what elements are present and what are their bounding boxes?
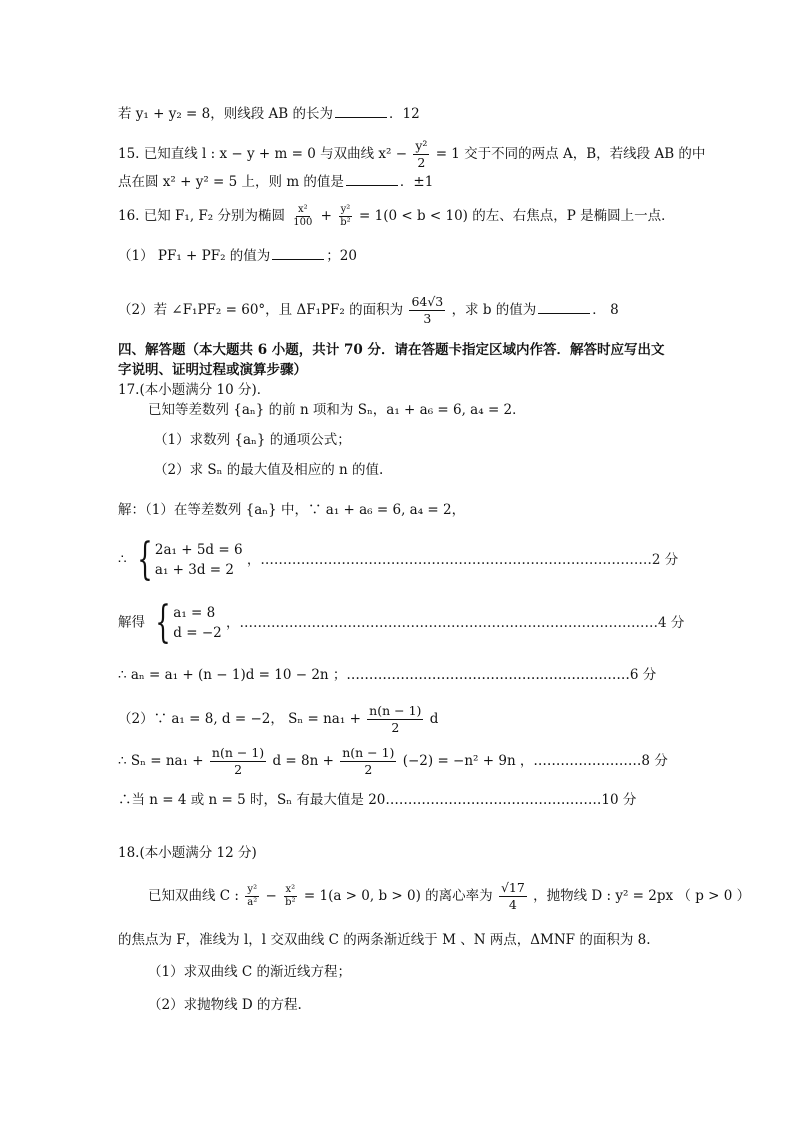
- frac-den: 2: [234, 762, 243, 777]
- system-row: d = −2: [173, 625, 222, 641]
- system-row: a₁ = 8: [173, 605, 216, 621]
- minus-sign: −: [265, 888, 277, 904]
- frac-num: y²: [340, 204, 351, 215]
- q16-stem: [118, 204, 675, 229]
- q16-p2-text-a: （2）若 ∠F₁PF₂ = 60°，且 ΔF₁PF₂ 的面积为: [118, 302, 404, 318]
- score-mark: ，……………………………………………………………………………2 分: [246, 551, 679, 568]
- frac-num: √17: [500, 880, 525, 895]
- q17-solution-intro: 解：（1）在等差数列 {aₙ} 中，∵ a₁ + a₆ = 6, a₄ = 2，: [118, 502, 466, 518]
- brace-icon: {: [137, 534, 153, 585]
- answer-blank: [346, 173, 398, 186]
- frac-den: 4: [508, 897, 517, 912]
- sn-fraction: [367, 703, 423, 736]
- frac-den: 2: [417, 155, 426, 170]
- q18-text-b: = 1(a > 0, b > 0) 的离心率为: [303, 888, 493, 904]
- solve-label: 解得: [118, 614, 145, 631]
- p2-text-b: d: [429, 711, 439, 727]
- frac-den: 3: [423, 311, 432, 326]
- q17-an-formula: ∴ aₙ = a₁ + (n − 1)d = 10 − 2n ；………………………………………………………6 分: [118, 667, 657, 683]
- frac-num: y²: [247, 884, 258, 895]
- equation-system: [131, 534, 243, 585]
- q17-stem: 已知等差数列 {aₙ} 的前 n 项和为 Sₙ，a₁ + a₆ = 6, a₄ = 2．: [148, 402, 526, 418]
- q18-text-a: 已知双曲线 C :: [148, 888, 239, 904]
- q18-eccentricity: [499, 880, 527, 913]
- q16-text-a: 16. 已知 F₁, F₂ 分别为椭圆: [118, 208, 285, 224]
- q17-system-2: [118, 597, 685, 648]
- q17-part2-setup: [118, 703, 438, 736]
- q14-text: 若 y₁ + y₂ = 8，则线段 AB 的长为: [118, 106, 333, 122]
- q16-p1-text: （1） PF₁ + PF₂ 的值为: [118, 248, 271, 264]
- score-mark: ，…………………………………………………………………………………4 分: [226, 614, 685, 631]
- q15-line1: [118, 138, 705, 171]
- frac-num: x²: [285, 884, 296, 895]
- sn-text-b: d = 8n +: [272, 753, 334, 769]
- system-row: a₁ + 3d = 2: [154, 562, 234, 578]
- q15-text-a: 15. 已知直线 l : x − y + m = 0 与双曲线 x² −: [118, 146, 408, 162]
- frac-den: 100: [293, 217, 313, 228]
- answer-blank: [538, 301, 590, 314]
- q18-stem: [148, 880, 750, 913]
- q18-title: 18.(本小题满分 12 分): [118, 845, 257, 861]
- q16-fraction-1: [291, 204, 314, 229]
- q14-answer: ．12: [389, 106, 420, 122]
- q18-part2: （2）求抛物线 D 的方程.: [148, 997, 302, 1013]
- answer-blank: [272, 247, 324, 260]
- section-heading: 四、解答题（本大题共 6 小题，共计 70 分．请在答题卡指定区域内作答．解答时应写出文: [118, 342, 665, 358]
- equation-system: [149, 597, 222, 648]
- q15-fraction: [413, 138, 429, 171]
- frac-den: b²: [340, 217, 351, 228]
- q16-fraction-2: [338, 204, 352, 229]
- q17-sn-derivation: [118, 745, 668, 778]
- q16-part2: [118, 294, 619, 327]
- q18-fraction-2: [283, 884, 297, 909]
- sn-text-c: (−2) = −n² + 9n ，……………………8 分: [402, 753, 668, 769]
- q17-part2: （2）求 Sₙ 的最大值及相应的 n 的值.: [154, 462, 384, 478]
- brace-icon: {: [155, 597, 171, 648]
- q16-text-b: = 1(0 < b < 10) 的左、右焦点，P 是椭圆上一点．: [359, 208, 675, 224]
- q18-fraction-1: [245, 884, 259, 909]
- frac-num: n(n − 1): [211, 745, 265, 760]
- plus-sign: +: [320, 208, 332, 224]
- q17-title: 17.(本小题满分 10 分)．: [118, 382, 271, 398]
- frac-den: b²: [285, 897, 296, 908]
- q18-line2: 的焦点为 F，准线为 l，l 交双曲线 C 的两条渐近线于 M 、N 两点，ΔMNF 的面积为 8.: [118, 932, 651, 948]
- frac-den: 2: [364, 762, 373, 777]
- q16-p1-answer: ；20: [326, 248, 357, 264]
- q15-line2: [118, 172, 433, 192]
- q17-max-value: ∴当 n = 4 或 n = 5 时，Sₙ 有最大值是 20…………………………………………10 分: [118, 792, 637, 808]
- system-row: 2a₁ + 5d = 6: [154, 542, 243, 558]
- p2-text-a: （2）∵ a₁ = 8, d = −2， Sₙ = na₁ +: [118, 711, 361, 727]
- frac-num: n(n − 1): [369, 703, 422, 718]
- frac-den: a²: [247, 897, 258, 908]
- q16-part1: [118, 246, 357, 266]
- frac-num: x²: [298, 204, 308, 215]
- answer-blank: [335, 105, 387, 118]
- section-heading-cont: 字说明、证明过程或演算步骤）: [118, 362, 307, 378]
- q18-text-c: ，抛物线 D : y² = 2px （ p > 0 ）: [533, 888, 751, 904]
- q15-text-c: 点在圆 x² + y² = 5 上，则 m 的值是: [118, 174, 344, 190]
- sn-fraction-1: [210, 745, 266, 778]
- q14-tail: [118, 104, 420, 124]
- frac-num: 64√3: [411, 294, 444, 309]
- sn-text-a: ∴ Sₙ = na₁ +: [118, 753, 204, 769]
- q15-text-b: = 1 交于不同的两点 A，B，若线段 AB 的中: [435, 146, 706, 162]
- frac-num: n(n − 1): [342, 745, 395, 760]
- q17-system-1: [118, 534, 679, 585]
- therefore-symbol: ∴: [118, 551, 127, 568]
- q16-p2-fraction: [409, 294, 445, 327]
- q16-p2-text-b: ，求 b 的值为: [451, 302, 537, 318]
- q17-part1: （1）求数列 {aₙ} 的通项公式；: [154, 432, 351, 448]
- frac-den: 2: [391, 720, 400, 735]
- q15-answer: ．±1: [399, 174, 434, 190]
- frac-num: y²: [415, 138, 428, 153]
- q16-p2-answer: ． 8: [592, 302, 619, 318]
- q18-part1: （1）求双曲线 C 的渐近线方程；: [148, 964, 352, 980]
- sn-fraction-2: [340, 745, 396, 778]
